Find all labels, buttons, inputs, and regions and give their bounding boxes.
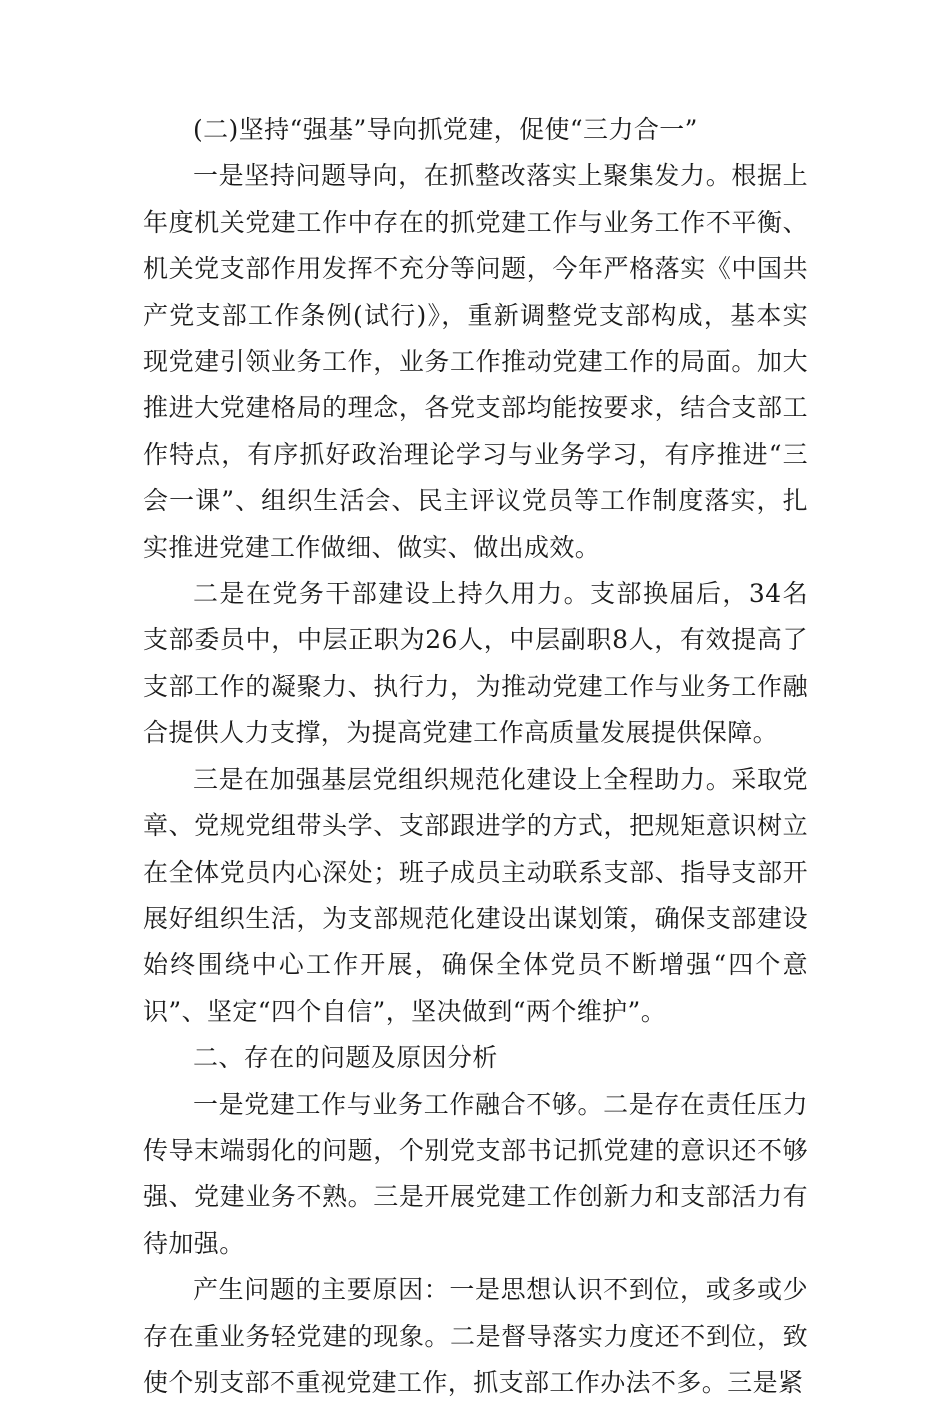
document-body	[143, 107, 808, 1406]
paragraph-problem-oriented: 一是坚持问题导向，在抓整改落实上聚集发力。根据上年度机关党建工作中存在的抓党建工作与业务工作不平衡、机关党支部作用发挥不充分等问题，今年严格落实《中国共产党支部工作条例(试行)》，重新调整党支部构成，基本实现党建引领业务工作，业务工作推动党建工作的局面。加大推进大党建格局的理念，各党支部均能按要求，结合支部工作特点，有序抓好政治理论学习与业务学习，有序推进“三会一课”、组织生活会、民主评议党员等工作制度落实，扎实推进党建工作做细、做实、做出成效。	[143, 161, 808, 562]
paragraph-standardization: 三是在加强基层党组织规范化建设上全程助力。采取党章、党规党组带头学、支部跟进学的方式，把规矩意识树立在全体党员内心深处；班子成员主动联系支部、指导支部开展好组织生活，为支部规范化建设出谋划策，确保支部建设始终围绕中心工作开展，确保全体党员不断增强“四个意识”、坚定“四个自信”，坚决做到“两个维护”。	[143, 764, 808, 1026]
paragraph-main-causes: 产生问题的主要原因：一是思想认识不到位，或多或少存在重业务轻党建的现象。二是督导落实力度还不到位，致使个别支部不重视党建工作，抓支部工作办法不多。三是紧	[143, 1275, 808, 1397]
paragraph-problems-list: 一是党建工作与业务工作融合不够。二是存在责任压力传导末端弱化的问题，个别党支部书记抓党建的意识还不够强、党建业务不熟。三是开展党建工作创新力和支部活力有待加强。	[143, 1089, 808, 1258]
section-heading-strengthen-foundation: (二)坚持“强基”导向抓党建，促使“三力合一”	[193, 115, 698, 144]
section-heading-problems: 二、存在的问题及原因分析	[193, 1043, 498, 1073]
paragraph-party-cadre-building: 二是在党务干部建设上持久用力。支部换届后，34名支部委员中，中层正职为26人，中层副职8人，有效提高了支部工作的凝聚力、执行力，为推动党建工作与业务工作融合提供人力支撑，为提高党建工作高质量发展提供保障。	[143, 579, 808, 748]
